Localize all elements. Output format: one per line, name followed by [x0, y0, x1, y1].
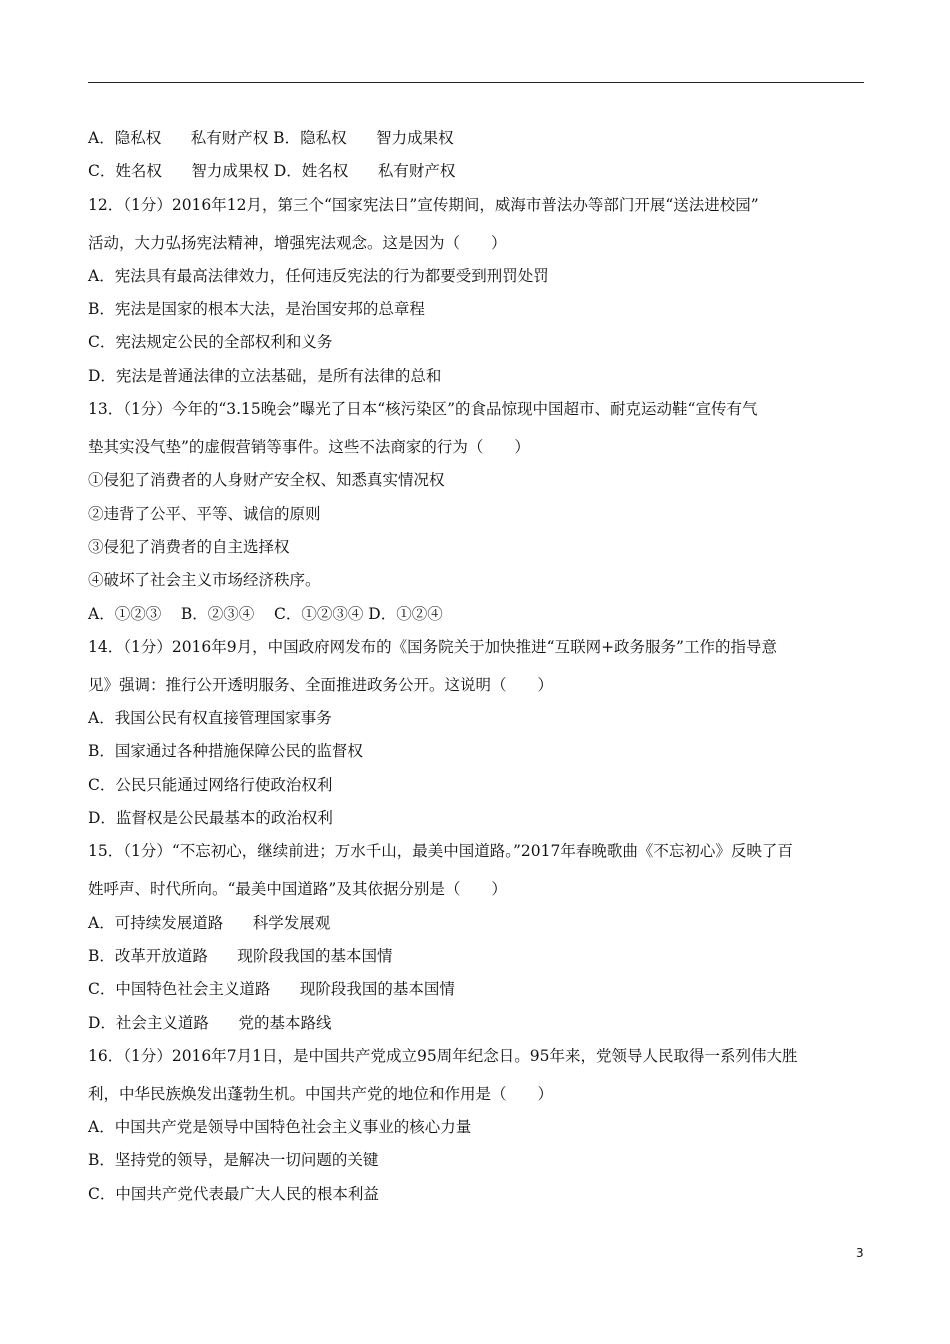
option-line: A．隐私权 私有财产权 B．隐私权 智力成果权 [88, 129, 454, 147]
question-stem [88, 1040, 864, 1111]
option-b: B．坚持党的领导，是解决一切问题的关键 [88, 1151, 379, 1170]
option-b: B．宪法是国家的根本大法，是治国安邦的总章程 [88, 300, 425, 319]
question-stem-line: 利，中华民族焕发出蓬勃生机。中国共产党的地位和作用是（ ） [88, 1084, 554, 1103]
question-stem [88, 189, 864, 260]
statement-2: ②违背了公平、平等、诚信的原则 [88, 504, 321, 523]
question-stem-line: 14．（1分）2016年9月，中国政府网发布的《国务院关于加快推进“互联网+政务服务”工作的指导意 [88, 637, 777, 656]
question-stem-line: 垫其实没气垫”的虚假营销等事件。这些不法商家的行为（ ） [88, 438, 530, 457]
question-14 [88, 631, 864, 835]
option-a: A．可持续发展道路 科学发展观 [88, 913, 331, 932]
option-d: D．社会主义道路 党的基本路线 [88, 1013, 332, 1032]
question-stem [88, 835, 864, 906]
question-stem [88, 631, 864, 702]
header-rule [88, 82, 864, 83]
question-16 [88, 1040, 864, 1211]
question-stem-line: 活动，大力弘扬宪法精神，增强宪法观念。这是因为（ ） [88, 233, 507, 252]
option-c: C．中国特色社会主义道路 现阶段我国的基本国情 [88, 980, 455, 999]
question-13 [88, 393, 864, 631]
option-c: C．中国共产党代表最广大人民的根本利益 [88, 1184, 379, 1203]
answer-options: A．①②③ B．②③④ C．①②③④ D．①②④ [88, 604, 443, 623]
statement-1: ①侵犯了消费者的人身财产安全权、知悉真实情况权 [88, 471, 445, 490]
question-stem-line: 16．（1分）2016年7月1日，是中国共产党成立95周年纪念日。95年来，党领导人民取得一系列伟大胜 [88, 1046, 798, 1065]
option-a: A．我国公民有权直接管理国家事务 [88, 709, 332, 728]
option-b: B．国家通过各种措施保障公民的监督权 [88, 742, 363, 761]
question-stem-line: 见》强调：推行公开透明服务、全面推进政务公开。这说明（ ） [88, 675, 554, 694]
option-a: A．中国共产党是领导中国特色社会主义事业的核心力量 [88, 1118, 472, 1137]
question-15 [88, 835, 864, 1039]
statement-3: ③侵犯了消费者的自主选择权 [88, 537, 290, 556]
question-stem-line: 15．（1分）“不忘初心，继续前进；万水千山，最美中国道路。”2017年春晚歌曲《不忘初心》反映了百 [88, 842, 793, 861]
question-stem-line: 姓呼声、时代所向。“最美中国道路”及其依据分别是（ ） [88, 880, 507, 899]
statement-4: ④破坏了社会主义市场经济秩序。 [88, 571, 321, 590]
question-stem-line: 12．（1分）2016年12月，第三个“国家宪法日”宣传期间，威海市普法办等部门开展“送法进校园” [88, 195, 759, 214]
option-c: C．宪法规定公民的全部权利和义务 [88, 333, 333, 352]
option-a: A．宪法具有最高法律效力，任何违反宪法的行为都要受到刑罚处罚 [88, 266, 549, 285]
page-number: 3 [856, 1246, 864, 1260]
option-d: D．监督权是公民最基本的政治权利 [88, 809, 333, 828]
page-content [88, 122, 864, 1211]
question-12 [88, 189, 864, 393]
question-stem [88, 393, 864, 464]
option-b: B．改革开放道路 现阶段我国的基本国情 [88, 946, 393, 965]
option-c: C．公民只能通过网络行使政治权利 [88, 775, 333, 794]
option-d: D．宪法是普通法律的立法基础，是所有法律的总和 [88, 366, 442, 385]
question-stem-line: 13．（1分）今年的“3.15晚会”曝光了日本“核污染区”的食品惊现中国超市、耐克运动鞋“宣传有气 [88, 400, 758, 419]
option-line: C．姓名权 智力成果权 D．姓名权 私有财产权 [88, 162, 456, 181]
